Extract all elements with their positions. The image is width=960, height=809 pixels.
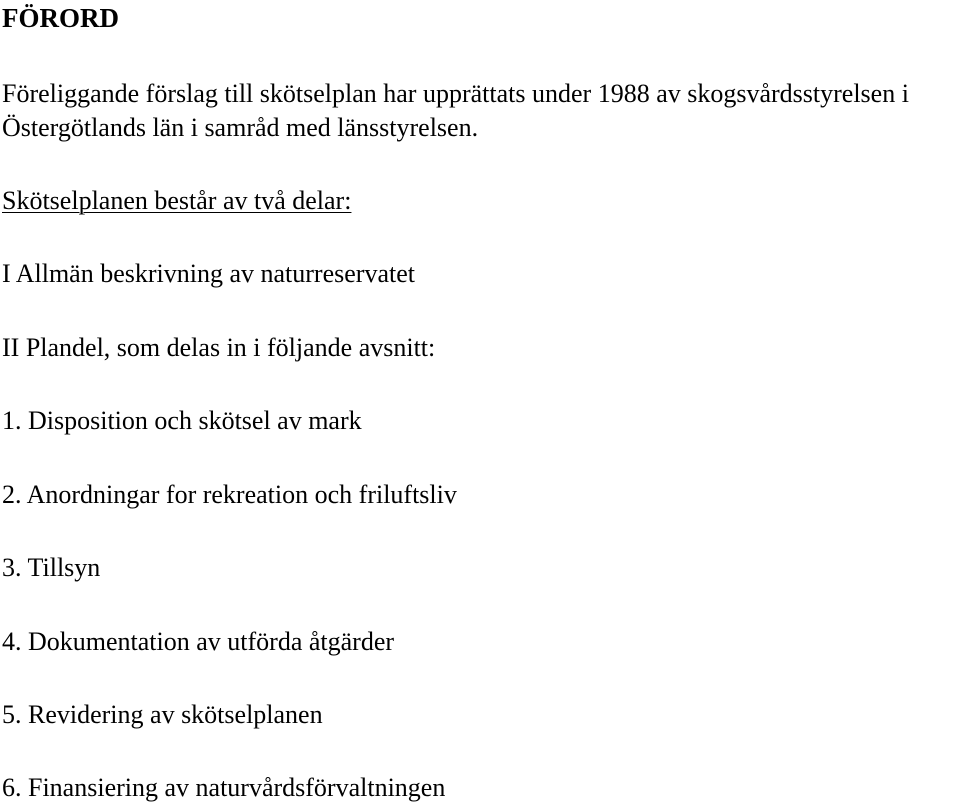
section-item: 3. Tillsyn: [2, 553, 101, 582]
section-item: 5. Revidering av skötselplanen: [2, 700, 323, 729]
part-item: II Plandel, som delas in i följande avsnitt:: [2, 333, 436, 362]
section-item: 2. Anordningar for rekreation och friluftsliv: [2, 480, 457, 509]
section-item: 6. Finansiering av naturvårdsförvaltningen: [2, 773, 446, 802]
page-title: FÖRORD: [2, 3, 119, 33]
section-item: 4. Dokumentation av utförda åtgärder: [2, 627, 395, 656]
parts-intro: Skötselplanen består av två delar:: [2, 186, 352, 215]
part-item: I Allmän beskrivning av naturreservatet: [2, 259, 415, 288]
intro-line-1: Föreliggande förslag till skötselplan har upprättats under 1988 av skogsvårdsstyrelsen i: [2, 79, 909, 108]
intro-line-2: Östergötlands län i samråd med länsstyrelsen.: [2, 113, 479, 142]
section-item: 1. Disposition och skötsel av mark: [2, 406, 362, 435]
